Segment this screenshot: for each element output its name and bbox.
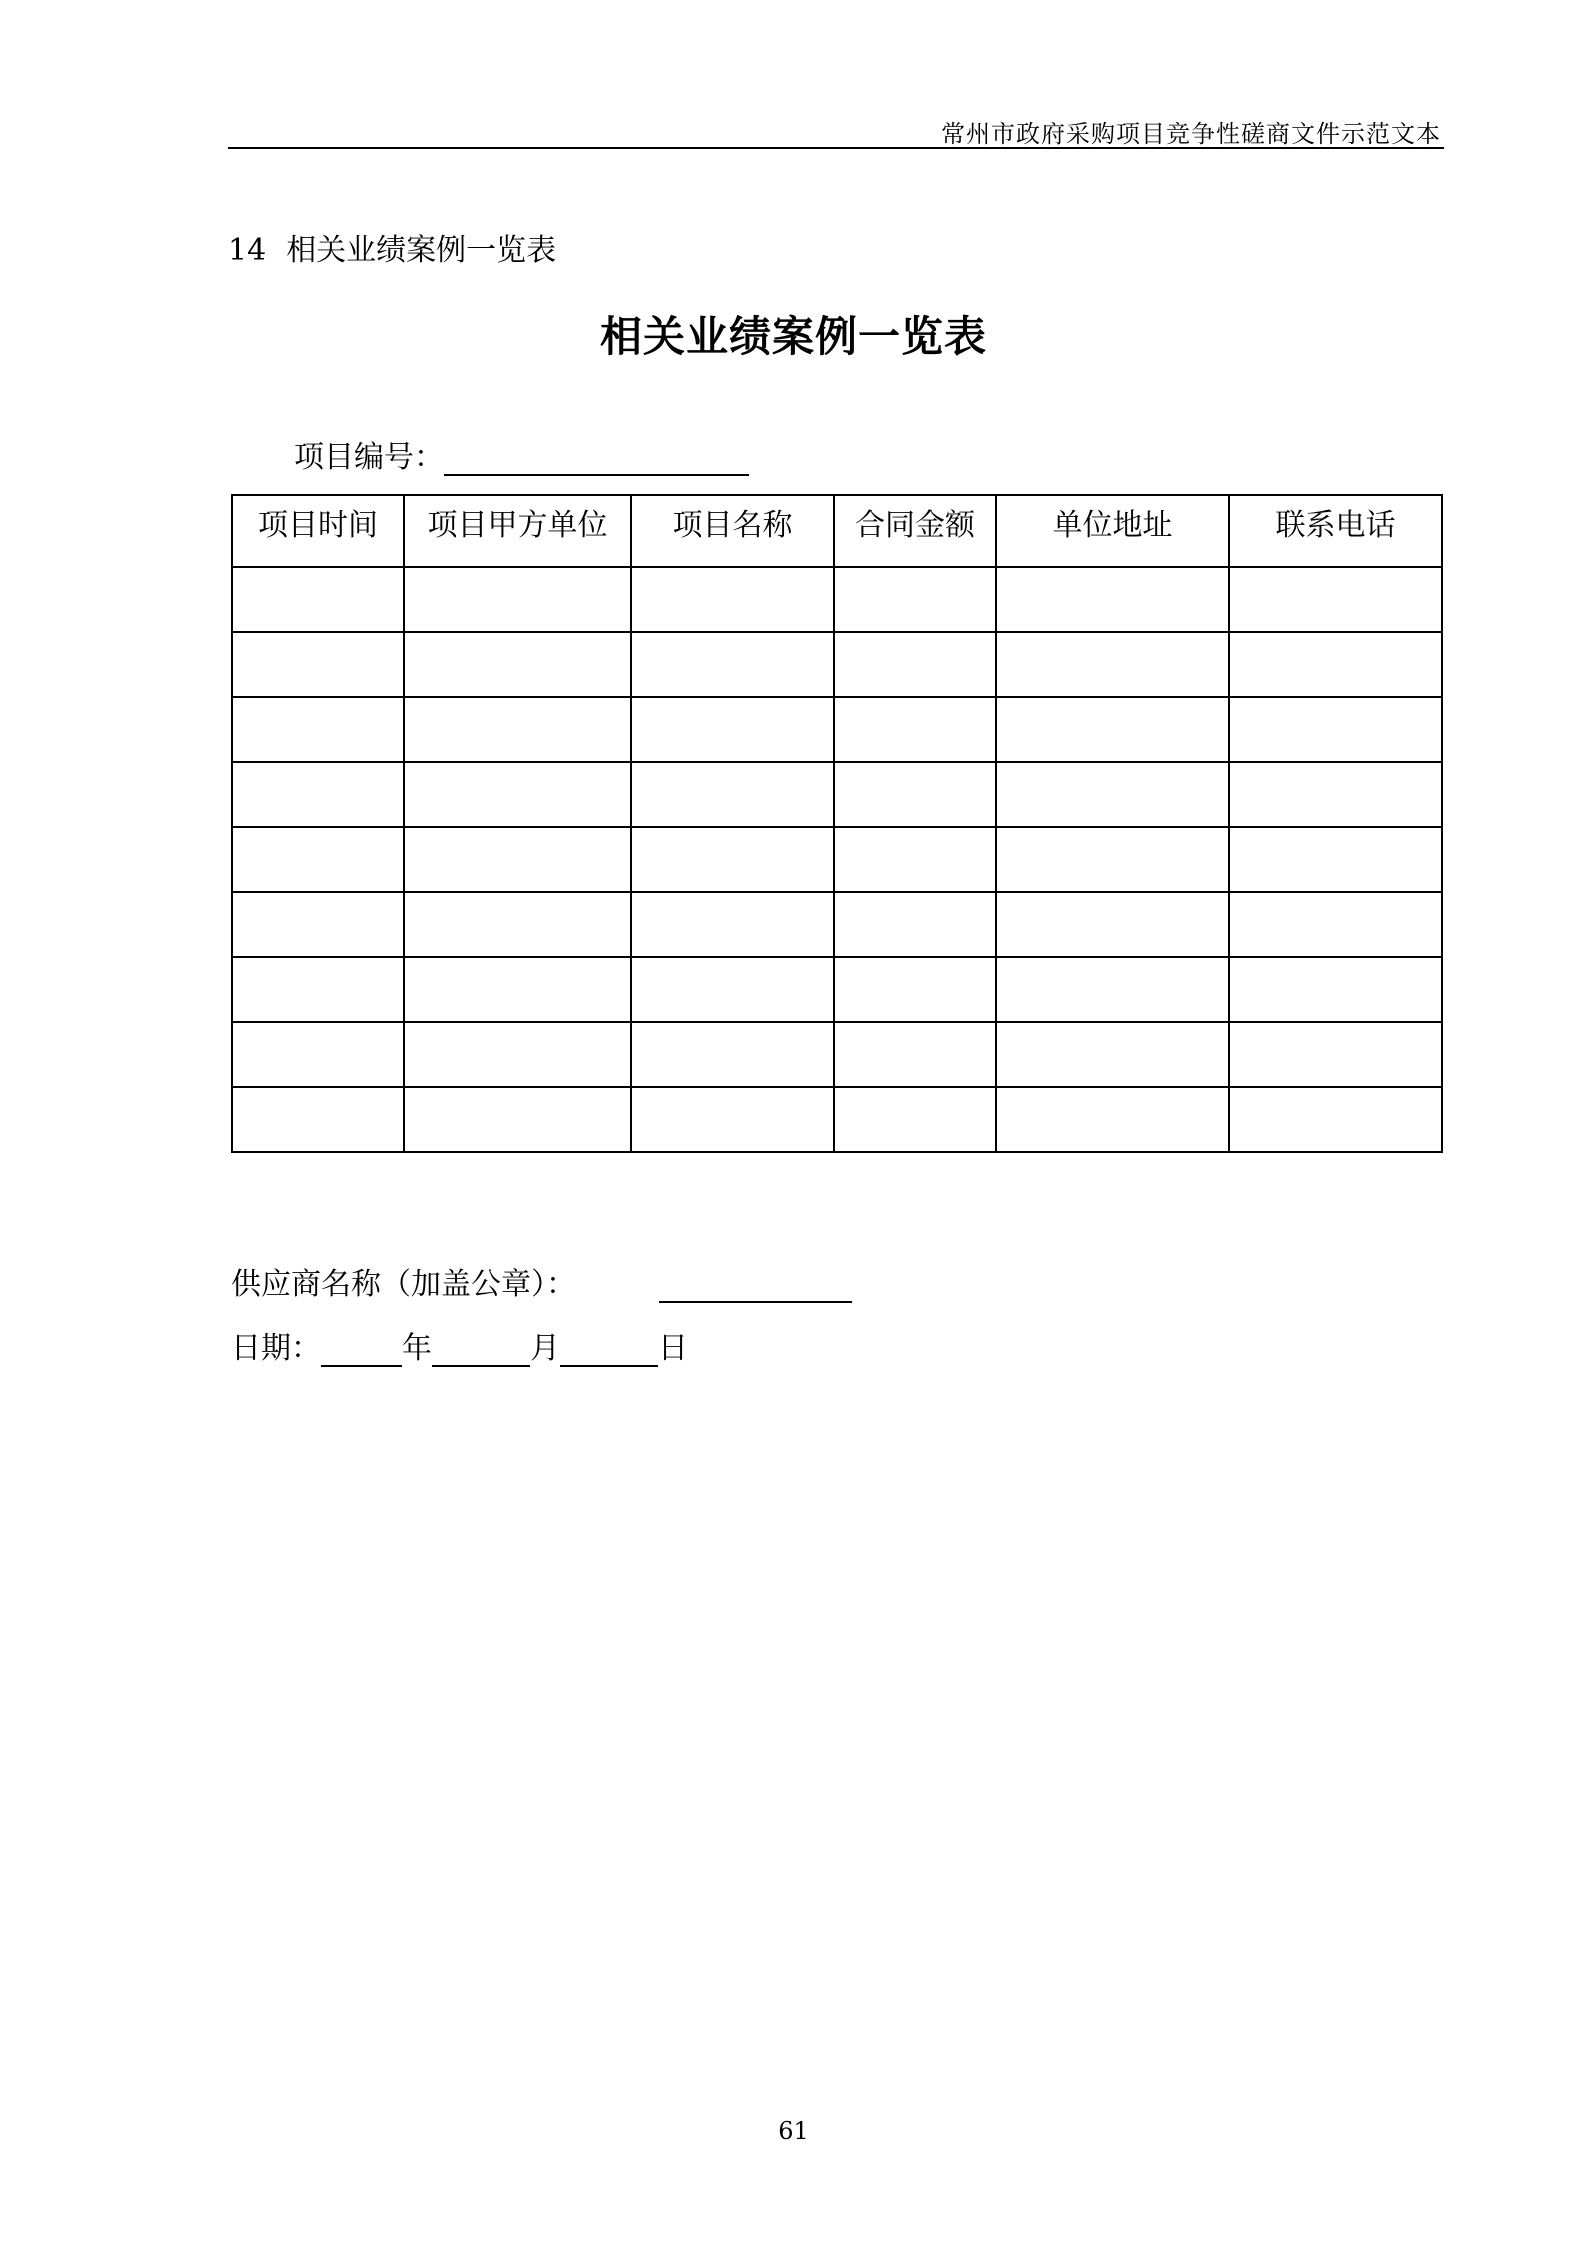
table-cell[interactable] bbox=[834, 957, 996, 1022]
table-cell[interactable] bbox=[834, 567, 996, 632]
table-cell[interactable] bbox=[1229, 1087, 1442, 1152]
table-cell[interactable] bbox=[232, 827, 404, 892]
table-cell[interactable] bbox=[232, 957, 404, 1022]
column-header-client-unit: 项目甲方单位 bbox=[404, 495, 631, 567]
date-day-field[interactable] bbox=[560, 1335, 658, 1367]
column-header-project-name: 项目名称 bbox=[631, 495, 834, 567]
table-cell[interactable] bbox=[834, 1022, 996, 1087]
running-header-title: 常州市政府采购项目竞争性磋商文件示范文本 bbox=[941, 120, 1441, 148]
table-cell[interactable] bbox=[996, 567, 1229, 632]
table-cell[interactable] bbox=[631, 892, 834, 957]
table-cell[interactable] bbox=[232, 697, 404, 762]
page-number: 61 bbox=[778, 2117, 809, 2145]
date-day-unit: 日 bbox=[658, 1331, 688, 1366]
table-cell[interactable] bbox=[232, 892, 404, 957]
table-cell[interactable] bbox=[404, 1087, 631, 1152]
section-number: 14 bbox=[228, 233, 267, 268]
document-title: 相关业绩案例一览表 bbox=[599, 312, 987, 361]
table-cell[interactable] bbox=[1229, 1022, 1442, 1087]
table-cell[interactable] bbox=[404, 827, 631, 892]
table-row bbox=[232, 1022, 1442, 1087]
date-label: 日期： bbox=[231, 1331, 321, 1366]
table-cell[interactable] bbox=[996, 762, 1229, 827]
section-label: 相关业绩案例一览表 bbox=[286, 233, 557, 268]
table-row bbox=[232, 697, 1442, 762]
supplier-label: 供应商名称（加盖公章）： bbox=[231, 1267, 576, 1302]
supplier-line bbox=[231, 1259, 852, 1303]
date-month-unit: 月 bbox=[530, 1331, 560, 1366]
table-row bbox=[232, 957, 1442, 1022]
table-cell[interactable] bbox=[404, 632, 631, 697]
table-cell[interactable] bbox=[1229, 892, 1442, 957]
table-cell[interactable] bbox=[631, 1022, 834, 1087]
table-cell[interactable] bbox=[834, 697, 996, 762]
column-header-project-time: 项目时间 bbox=[232, 495, 404, 567]
table-row bbox=[232, 632, 1442, 697]
table-cell[interactable] bbox=[232, 762, 404, 827]
table-cell[interactable] bbox=[404, 1022, 631, 1087]
date-line bbox=[231, 1323, 688, 1367]
table-cell[interactable] bbox=[996, 632, 1229, 697]
table-cell[interactable] bbox=[232, 632, 404, 697]
table-cell[interactable] bbox=[1229, 697, 1442, 762]
table-cell[interactable] bbox=[404, 567, 631, 632]
table-row bbox=[232, 827, 1442, 892]
table-row bbox=[232, 567, 1442, 632]
column-header-contract-amount: 合同金额 bbox=[834, 495, 996, 567]
table-row bbox=[232, 892, 1442, 957]
table-cell[interactable] bbox=[996, 957, 1229, 1022]
table-cell[interactable] bbox=[232, 1087, 404, 1152]
table-cell[interactable] bbox=[404, 697, 631, 762]
table-row bbox=[232, 1087, 1442, 1152]
table-cell[interactable] bbox=[631, 762, 834, 827]
table-cell[interactable] bbox=[996, 697, 1229, 762]
table-cell[interactable] bbox=[834, 892, 996, 957]
table-cell[interactable] bbox=[834, 827, 996, 892]
table-cell[interactable] bbox=[1229, 567, 1442, 632]
header-rule bbox=[228, 147, 1444, 149]
table-cell[interactable] bbox=[404, 762, 631, 827]
column-header-contact-phone: 联系电话 bbox=[1229, 495, 1442, 567]
table-cell[interactable] bbox=[996, 892, 1229, 957]
table-cell[interactable] bbox=[1229, 827, 1442, 892]
table-cell[interactable] bbox=[834, 762, 996, 827]
table-row bbox=[232, 762, 1442, 827]
table-cell[interactable] bbox=[834, 1087, 996, 1152]
table-header-row bbox=[232, 495, 1442, 567]
supplier-name-field[interactable] bbox=[659, 1271, 852, 1303]
table-cell[interactable] bbox=[404, 892, 631, 957]
date-year-field[interactable] bbox=[321, 1335, 402, 1367]
table-cell[interactable] bbox=[996, 827, 1229, 892]
table-cell[interactable] bbox=[232, 567, 404, 632]
table-cell[interactable] bbox=[631, 957, 834, 1022]
table-cell[interactable] bbox=[1229, 762, 1442, 827]
table-cell[interactable] bbox=[996, 1087, 1229, 1152]
table-cell[interactable] bbox=[834, 632, 996, 697]
date-month-field[interactable] bbox=[432, 1335, 530, 1367]
table-cell[interactable] bbox=[996, 1022, 1229, 1087]
table-cell[interactable] bbox=[631, 827, 834, 892]
table-cell[interactable] bbox=[631, 1087, 834, 1152]
column-header-unit-address: 单位地址 bbox=[996, 495, 1229, 567]
table-cell[interactable] bbox=[631, 632, 834, 697]
table-cell[interactable] bbox=[631, 697, 834, 762]
table-cell[interactable] bbox=[232, 1022, 404, 1087]
table-cell[interactable] bbox=[631, 567, 834, 632]
section-heading bbox=[228, 225, 556, 269]
table-cell[interactable] bbox=[404, 957, 631, 1022]
project-number-line bbox=[294, 432, 749, 476]
performance-cases-table bbox=[231, 494, 1443, 1153]
project-number-field[interactable] bbox=[444, 444, 749, 476]
project-number-label: 项目编号： bbox=[294, 440, 444, 475]
date-year-unit: 年 bbox=[402, 1331, 432, 1366]
table-cell[interactable] bbox=[1229, 632, 1442, 697]
table-cell[interactable] bbox=[1229, 957, 1442, 1022]
